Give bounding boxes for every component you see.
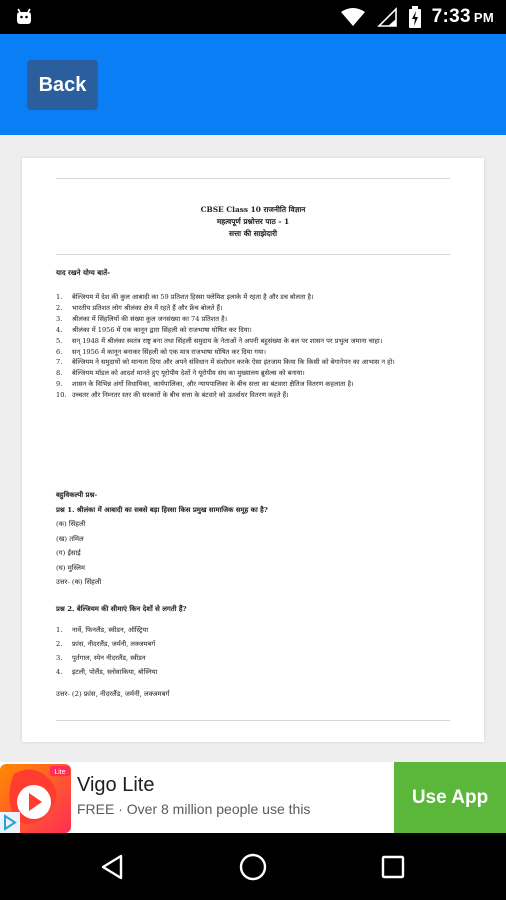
list-item: 9. शासन के विभिन्न अंगों विधायिका, कार्यपालिका, और न्यायपालिका के बीच सत्ता का बंटवारा क्षैतिज वितरण कहलाता है।	[56, 380, 354, 389]
divider	[56, 178, 450, 179]
divider	[56, 720, 450, 721]
list-item: 2. फ्रांस, नीदरलैंड, जर्मनी, लक्जमबर्ग	[56, 639, 156, 648]
question-2: प्रश्न 2. बेल्जियम की सीमाएं किन देशों से लगती हैं?	[56, 605, 187, 613]
battery-charging-icon	[408, 6, 422, 28]
mcq-heading: बहुविकल्पी प्रश्न-	[56, 491, 98, 499]
list-item: 1. बेल्जियम में देश की कुल आबादी का 59 प्रतिशत हिस्सा फ्लेमिश इलाके में रहता है और डच बोलता है।	[56, 293, 314, 301]
option: (ख) तमिल	[56, 534, 84, 543]
wifi-icon	[340, 7, 366, 27]
divider	[56, 254, 450, 255]
option: (क) सिंहली	[56, 520, 86, 528]
lite-badge: Lite	[54, 769, 66, 776]
option: (घ) मुस्लिम	[56, 563, 86, 572]
ad-description[interactable]: FREE · Over 8 million people use this	[77, 801, 311, 817]
points-heading: याद रखने योग्य बातें-	[56, 268, 110, 277]
list-item: 6. सन् 1956 में कानून बनाकर सिंहली को एक मात्र राजभाषा घोषित कर दिया गया।	[56, 347, 266, 356]
back-triangle-icon	[99, 853, 125, 881]
home-circle-icon	[238, 852, 268, 882]
list-item: 3. पुर्तगाल, स्पेन नीदरलैंड, स्वीडन	[56, 653, 146, 662]
list-item: 10. उच्चतर और निम्नतर स्तर की सरकारों के बीच सत्ता के बंटवारे को ऊर्ध्वाधर वितरण कहते हैं।	[56, 391, 289, 400]
list-item: 4. श्रीलंका में 1956 में एक कानून द्वारा सिंहली को राजभाषा घोषित कर दिया।	[56, 325, 252, 334]
clock: 7:33 PM	[431, 6, 494, 27]
app-header	[0, 34, 506, 135]
use-app-button[interactable]: Use App	[394, 762, 506, 833]
answer-1: उत्तर- (क) सिंहली	[56, 578, 102, 586]
android-debug-icon	[14, 7, 34, 27]
home-nav-button[interactable]	[236, 850, 270, 884]
options-list	[56, 623, 454, 679]
list-item: 3. श्रीलंका में सिंहलियों की संख्या कुल जनसंख्या का 74 प्रतिशत है।	[56, 314, 228, 323]
list-item: 2. भारतीय प्रतिशत लोग श्रीलंका क्षेत्र में रहते हैं और फ्रेंच बोलते हैं।	[56, 303, 223, 312]
option: (ग) ईसाई	[56, 549, 81, 557]
navigation-bar	[0, 833, 506, 900]
document-title: CBSE Class 10 राजनीति विज्ञान महत्वपूर्ण प्रश्नोत्तर पाठ - 1 सत्ता की साझेदारी	[200, 205, 306, 238]
recents-square-icon	[380, 854, 406, 880]
adchoices-icon[interactable]	[0, 812, 20, 833]
ad-app-name[interactable]: Vigo Lite	[77, 774, 155, 796]
answer-2: उत्तर- (2) फ्रांस, नीदरलैंड, जर्मनी, लक्जमबर्ग	[56, 689, 170, 698]
list-item: 8. बेल्जियम मॉडल को आदर्श मानते हुए यूरोपीय देशों ने यूरोपीय संघ का मुख्यालय ब्रुसेल्स को बनाया।	[56, 369, 305, 378]
back-button[interactable]: Back	[27, 60, 98, 110]
back-nav-button[interactable]	[95, 850, 129, 884]
list-item: 7. बेल्जियम ने समुदायों को मान्यता दिया और अपने संविधान में संशोधन करके ऐसा इंतजाम किया कि किसी को बेगानेपन का आभास न हो।	[56, 358, 395, 367]
key-points-list	[56, 292, 454, 401]
ad-banner[interactable]	[0, 762, 506, 833]
recents-nav-button[interactable]	[376, 850, 410, 884]
signal-icon	[376, 7, 398, 27]
list-item: 5. सन् 1948 में श्रीलंका स्वतंत्र राष्ट्र बना तथा सिंहली समुदाय के नेताओं ने अपनी बहुसंख्या के बल पर शासन पर प्रभुत्व जमाना चाहा।	[56, 336, 383, 345]
list-item: 4. इटली, पोलैंड, स्लोवाकिया, बोस्निया	[56, 667, 158, 676]
document-page[interactable]	[22, 158, 484, 742]
question-1: प्रश्न 1. श्रीलंका में आबादी का सबसे बड़ा हिस्सा किस प्रमुख सामाजिक समूह का है?	[56, 505, 268, 514]
question-1-block	[56, 488, 454, 590]
list-item: 1. नार्वे, फिनलैंड, स्वीडन, ऑस्ट्रिया	[56, 625, 149, 634]
status-bar	[0, 0, 506, 34]
question-2-block	[56, 602, 454, 701]
